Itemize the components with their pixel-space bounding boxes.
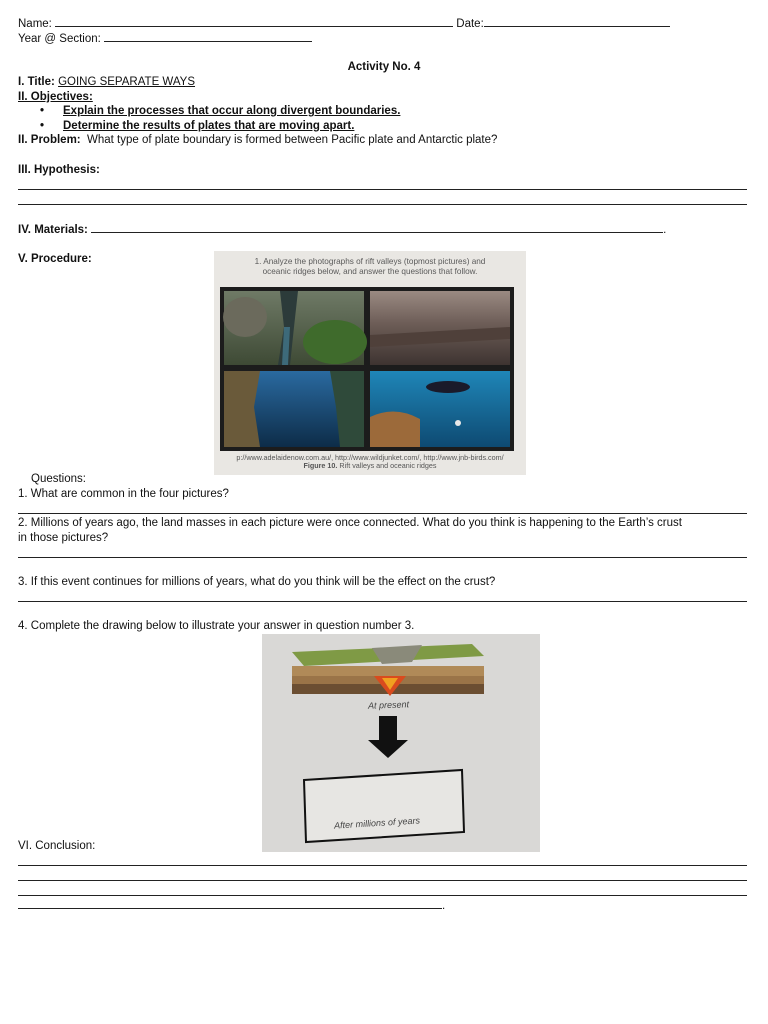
figure-caption: Figure 10. Rift valleys and oceanic ridges: [303, 461, 437, 470]
year-section-label: Year @ Section:: [18, 33, 101, 45]
answer-line-3[interactable]: [18, 601, 747, 602]
materials-field[interactable]: [91, 222, 663, 233]
question-4: 4. Complete the drawing below to illustrate your answer in question number 3.: [18, 620, 415, 632]
rift-figure: [214, 251, 526, 475]
hypothesis-label: III. Hypothesis:: [18, 164, 100, 176]
name-row: [18, 16, 670, 32]
materials-row: IV. Materials: .: [18, 224, 667, 236]
year-section-field[interactable]: [104, 31, 312, 42]
procedure-label: V. Procedure:: [18, 253, 92, 265]
question-2-line-1: 2. Millions of years ago, the land masses in each picture were once connected. What do you think is happening to the Earth’s crust: [18, 517, 682, 529]
answer-line-2[interactable]: [18, 557, 747, 558]
questions-heading: Questions:: [31, 473, 86, 485]
title-label: I. Title:: [18, 76, 55, 88]
objectives-label: II. Objectives:: [18, 91, 93, 103]
problem-row: [18, 133, 497, 148]
photo-grid: [220, 287, 514, 451]
year-section-row: [18, 31, 312, 47]
question-1: 1. What are common in the four pictures?: [18, 488, 229, 500]
at-present-label: At present: [367, 699, 410, 711]
question-2-line-2: in those pictures?: [18, 532, 109, 544]
name-field[interactable]: [55, 16, 453, 27]
figure-credit: p://www.adelaidenow.com.au/, http://www.wildjunket.com/, http://www.jnb-birds.com/: [236, 453, 504, 462]
figure-instruction: 1. Analyze the photographs of rift valleys (topmost pictures) and oceanic ridges below, and answer the questions that follow.: [254, 257, 486, 276]
activity-number: Activity No. 4: [347, 61, 421, 73]
conclusion-label: VI. Conclusion:: [18, 840, 96, 852]
problem-text: What type of plate boundary is formed between Pacific plate and Antarctic plate?: [87, 134, 498, 146]
question-3: 3. If this event continues for millions of years, what do you think will be the effect on the crust?: [18, 576, 496, 588]
conclusion-line-2[interactable]: [18, 880, 747, 881]
hypothesis-line-1[interactable]: [18, 189, 747, 190]
bullet-icon: •: [40, 120, 45, 132]
materials-label: IV. Materials:: [18, 224, 88, 236]
conclusion-line-4: .: [18, 898, 445, 914]
date-field[interactable]: [484, 16, 670, 27]
bullet-icon: •: [40, 105, 45, 117]
conclusion-field-4[interactable]: [18, 898, 442, 909]
after-millions-label: After millions of years: [333, 815, 421, 831]
name-label: Name:: [18, 18, 52, 30]
title-row: [18, 75, 195, 90]
objective-item-2: Determine the results of plates that are moving apart.: [63, 120, 355, 132]
title-value: GOING SEPARATE WAYS: [58, 76, 196, 88]
answer-line-1[interactable]: [18, 513, 747, 514]
hypothesis-line-2[interactable]: [18, 204, 747, 205]
rift-valley-photo-2: [370, 291, 510, 365]
date-label: Date:: [456, 18, 484, 30]
photo-grid-graphic: [220, 287, 514, 451]
down-arrow-icon: [379, 716, 397, 742]
objective-item-1: Explain the processes that occur along divergent boundaries.: [63, 105, 401, 117]
conclusion-line-1[interactable]: [18, 865, 747, 866]
drawing-diagram: [262, 634, 540, 852]
conclusion-line-3[interactable]: [18, 895, 747, 896]
problem-label: II. Problem:: [18, 134, 81, 146]
